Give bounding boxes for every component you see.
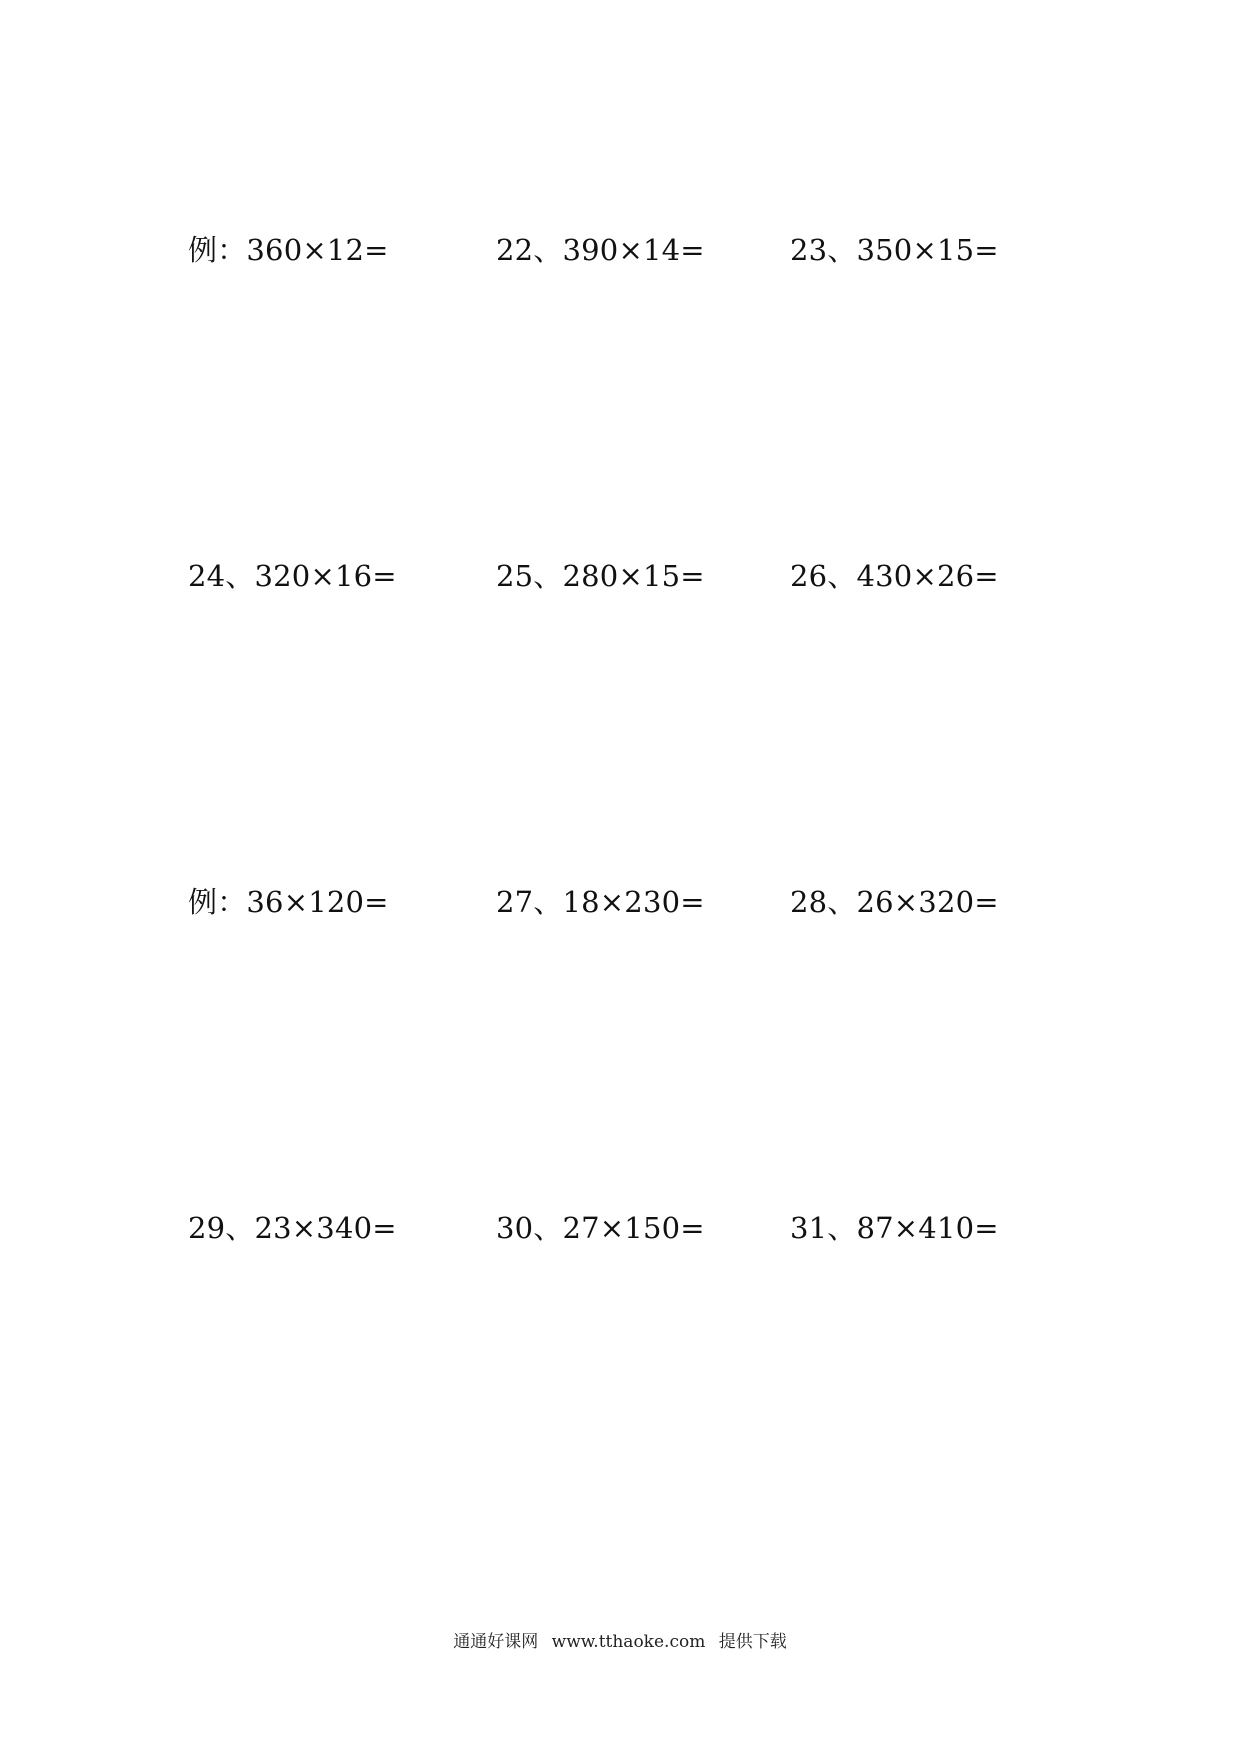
problem-row bbox=[0, 556, 1240, 596]
problem-27: 27、18×230= bbox=[496, 885, 705, 919]
problem-31: 31、87×410= bbox=[790, 1211, 999, 1245]
problem-row bbox=[0, 882, 1240, 922]
footer-site-name: 通通好课网 bbox=[453, 1632, 539, 1652]
problem-30: 30、27×150= bbox=[496, 1211, 705, 1245]
example-problem: 例：360×12= bbox=[188, 233, 389, 267]
footer-note: 提供下载 bbox=[718, 1632, 787, 1652]
problem-22: 22、390×14= bbox=[496, 233, 705, 267]
problem-23: 23、350×15= bbox=[790, 233, 999, 267]
problem-25: 25、280×15= bbox=[496, 559, 705, 593]
problem-row bbox=[0, 230, 1240, 270]
page-footer bbox=[0, 1630, 1240, 1654]
example-problem: 例：36×120= bbox=[188, 885, 389, 919]
problem-row bbox=[0, 1208, 1240, 1248]
footer-site-url: www.tthaoke.com bbox=[551, 1632, 706, 1652]
problem-29: 29、23×340= bbox=[188, 1211, 397, 1245]
problem-24: 24、320×16= bbox=[188, 559, 397, 593]
problem-26: 26、430×26= bbox=[790, 559, 999, 593]
problem-28: 28、26×320= bbox=[790, 885, 999, 919]
